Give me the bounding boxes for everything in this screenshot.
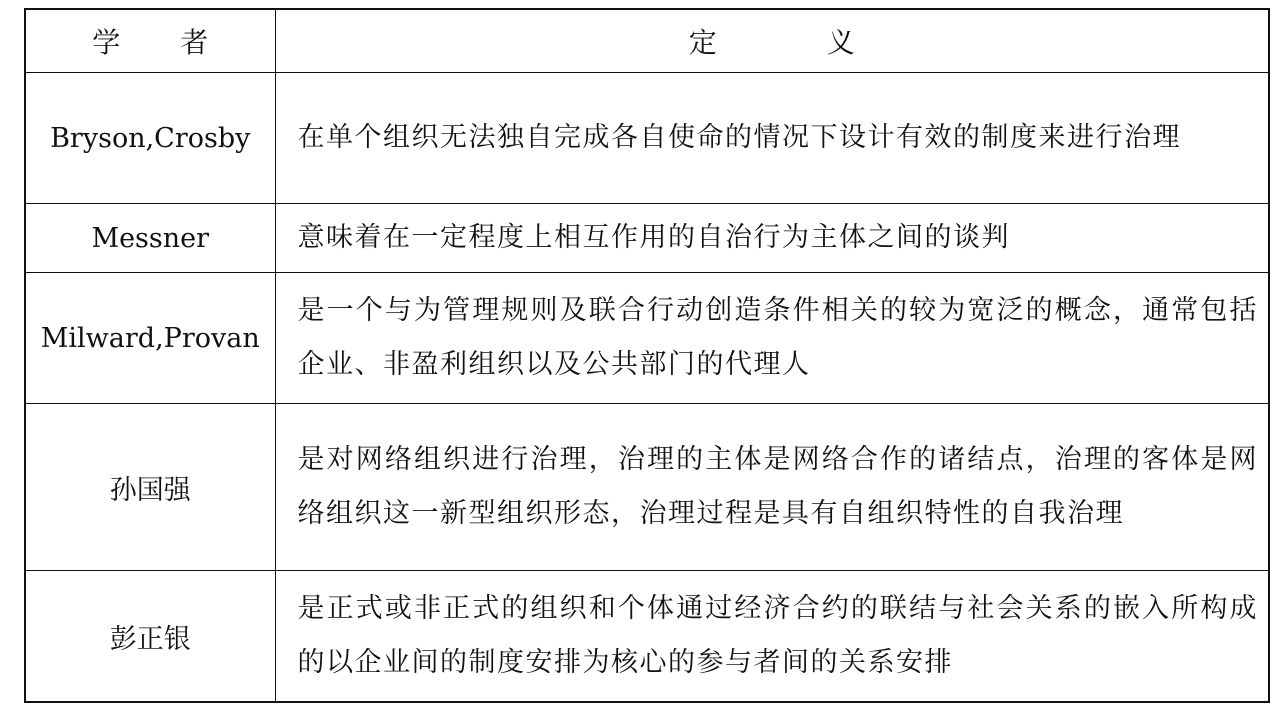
table-row xyxy=(25,204,1269,273)
definition-cell: 是一个与为管理规则及联合行动创造条件相关的较为宽泛的概念，通常包括企业、非盈利组织以及公共部门的代理人 xyxy=(275,273,1269,404)
table-header xyxy=(25,9,1269,73)
header-definition xyxy=(275,9,1269,73)
definition-cell: 是对网络组织进行治理，治理的主体是网络合作的诸结点，治理的客体是网络组织这一新型组织形态，治理过程是具有自组织特性的自我治理 xyxy=(275,404,1269,571)
scholar-cell: 彭正银 xyxy=(25,571,275,703)
definition-cell: 在单个组织无法独自完成各自使命的情况下设计有效的制度来进行治理 xyxy=(275,73,1269,204)
definition-cell: 意味着在一定程度上相互作用的自治行为主体之间的谈判 xyxy=(275,204,1269,273)
header-row xyxy=(25,9,1269,73)
scholar-cell: Bryson,Crosby xyxy=(25,73,275,204)
table-row xyxy=(25,571,1269,703)
table-row xyxy=(25,73,1269,204)
table-body xyxy=(25,73,1269,703)
scholar-cell: Messner xyxy=(25,204,275,273)
header-scholar xyxy=(25,9,275,73)
header-definition-label: 定义 xyxy=(688,26,965,59)
definition-cell: 是正式或非正式的组织和个体通过经济合约的联结与社会关系的嵌入所构成的以企业间的制度安排为核心的参与者间的关系安排 xyxy=(275,571,1269,703)
table-row xyxy=(25,404,1269,571)
table-row xyxy=(25,273,1269,404)
header-scholar-label: 学者 xyxy=(92,26,269,59)
scholar-cell: Milward,Provan xyxy=(25,273,275,404)
definitions-table xyxy=(24,8,1270,703)
scholar-cell: 孙国强 xyxy=(25,404,275,571)
